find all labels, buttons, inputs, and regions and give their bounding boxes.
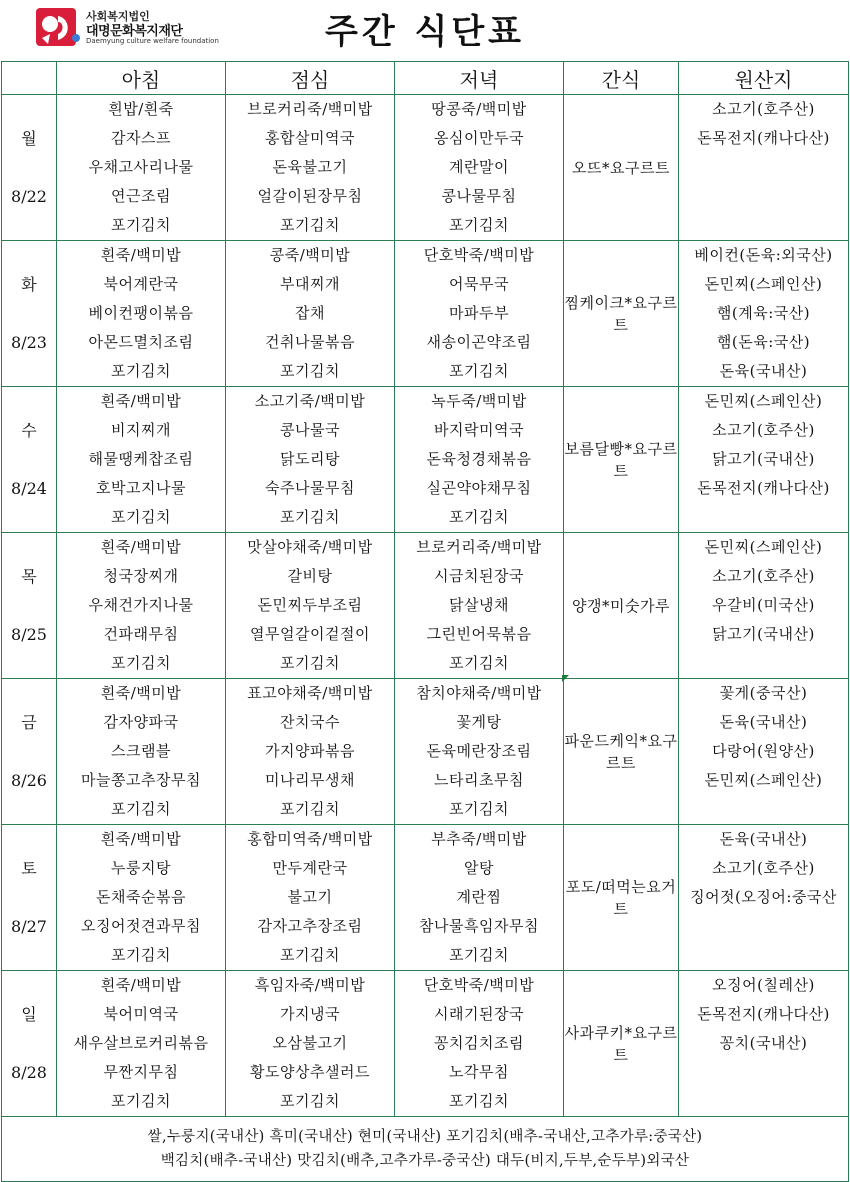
dinner-item: 포기김치 (449, 216, 509, 234)
lunch-item: 돈민찌두부조림 (257, 596, 363, 614)
logo-text-english: Daemyung culture welfare foundation (86, 37, 219, 45)
breakfast-item: 포기김치 (111, 800, 171, 818)
origin-item: 돈목전지(캐나다산) (697, 479, 830, 497)
day-date: 8/28 (11, 1063, 47, 1082)
breakfast-item: 베이컨팽이볶음 (88, 304, 194, 322)
day-date: 8/27 (11, 917, 47, 936)
dinner-item: 땅콩죽/백미밥 (431, 100, 527, 118)
day-name: 목 (21, 567, 37, 586)
day-row (2, 679, 849, 825)
lunch-item: 돈육불고기 (272, 158, 348, 176)
lunch-item: 불고기 (287, 888, 333, 906)
origin-item: 베이컨(돈육:외국산) (694, 246, 833, 264)
day-row (2, 971, 849, 1117)
logo-text-name: 대명문화복지재단 (86, 24, 183, 39)
snack-cell: 오뜨*요구르트 (564, 95, 679, 241)
footer-row (2, 1117, 849, 1182)
day-date: 8/26 (11, 771, 47, 790)
origin-item: 다랑어(원양산) (712, 742, 815, 760)
origin-item: 닭고기(국내산) (712, 450, 815, 468)
origin-cell (679, 679, 849, 825)
day-date: 8/25 (11, 625, 47, 644)
header-cell-blank (2, 62, 57, 95)
dinner-item: 꽁치김치조림 (434, 1034, 524, 1052)
origin-footnote-line: 백김치(배추-국내산) 맛김치(배추,고추가루-중국산) 대두(비지,두부,순두부)외국산 (160, 1153, 690, 1169)
breakfast-item: 마늘쫑고추장무침 (81, 771, 201, 789)
lunch-item: 닭도리탕 (280, 450, 340, 468)
day-cell (2, 241, 57, 387)
breakfast-item: 포기김치 (111, 508, 171, 526)
origin-item: 우갈비(미국산) (712, 596, 815, 614)
origin-item: 돈육(국내산) (719, 362, 808, 380)
dinner-item: 포기김치 (449, 800, 509, 818)
dinner-cell (395, 95, 564, 241)
breakfast-item: 해물땡케찹조림 (88, 450, 194, 468)
breakfast-item: 북어미역국 (103, 1005, 179, 1023)
breakfast-item: 감자양파국 (103, 713, 179, 731)
header-cell-origin: 원산지 (679, 62, 849, 95)
breakfast-cell (57, 971, 226, 1117)
day-cell (2, 679, 57, 825)
dinner-item: 포기김치 (449, 1092, 509, 1110)
header-cell-dinner: 저녁 (395, 62, 564, 95)
dinner-cell (395, 387, 564, 533)
dinner-item: 단호박죽/백미밥 (423, 246, 535, 264)
lunch-item: 미나리무생채 (265, 771, 355, 789)
dinner-cell (395, 533, 564, 679)
dinner-item: 부추죽/백미밥 (431, 830, 527, 848)
dinner-item: 계란말이 (449, 158, 509, 176)
dinner-item: 알탕 (464, 859, 494, 877)
lunch-item: 갈비탕 (287, 567, 333, 585)
breakfast-item: 무짠지무침 (103, 1063, 179, 1081)
lunch-item: 브로커리죽/백미밥 (247, 100, 373, 118)
dinner-item: 브로커리죽/백미밥 (416, 538, 542, 556)
lunch-item: 가지냉국 (280, 1005, 340, 1023)
dinner-item: 느타리초무침 (434, 771, 524, 789)
origin-cell (679, 387, 849, 533)
breakfast-item: 북어계란국 (103, 275, 179, 293)
breakfast-item: 포기김치 (111, 946, 171, 964)
lunch-item: 숙주나물무침 (265, 479, 355, 497)
lunch-cell (226, 95, 395, 241)
origin-item: 돈민찌(스페인산) (704, 771, 823, 789)
lunch-item: 포기김치 (280, 362, 340, 380)
dinner-item: 그린빈어묵볶음 (426, 625, 532, 643)
breakfast-item: 흰죽/백미밥 (100, 830, 182, 848)
origin-item: 소고기(호주산) (712, 567, 815, 585)
lunch-item: 홍합살미역국 (265, 129, 355, 147)
origin-cell (679, 825, 849, 971)
dinner-item: 마파두부 (449, 304, 509, 322)
dinner-item: 닭살냉채 (449, 596, 509, 614)
origin-item: 햄(계육:국산) (716, 304, 811, 322)
lunch-item: 가지양파볶음 (265, 742, 355, 760)
dinner-item: 단호박죽/백미밥 (423, 976, 535, 994)
dinner-cell (395, 971, 564, 1117)
page-title: 주간 식단표 (324, 12, 526, 52)
origin-item: 돈육(국내산) (719, 713, 808, 731)
day-name: 수 (21, 421, 37, 440)
origin-item: 꽁치(국내산) (719, 1034, 808, 1052)
breakfast-item: 건파래무침 (103, 625, 179, 643)
origin-item: 돈민찌(스페인산) (704, 275, 823, 293)
dinner-item: 계란찜 (456, 888, 502, 906)
lunch-item: 감자고추장조림 (257, 917, 363, 935)
breakfast-item: 흰죽/백미밥 (100, 684, 182, 702)
breakfast-item: 우채고사리나물 (88, 158, 194, 176)
lunch-item: 포기김치 (280, 508, 340, 526)
lunch-item: 포기김치 (280, 216, 340, 234)
header-row (2, 62, 849, 95)
dinner-item: 새송이곤약조림 (426, 333, 532, 351)
dinner-cell (395, 825, 564, 971)
lunch-item: 잡채 (295, 304, 325, 322)
header-cell-breakfast: 아침 (57, 62, 226, 95)
snack-cell: 찜케이크*요구르트 (564, 241, 679, 387)
origin-item: 소고기(호주산) (712, 100, 815, 118)
origin-item: 소고기(호주산) (712, 421, 815, 439)
dinner-item: 시금치된장국 (434, 567, 524, 585)
lunch-item: 포기김치 (280, 946, 340, 964)
dinner-item: 참치야채죽/백미밥 (416, 684, 542, 702)
day-name: 화 (21, 275, 37, 294)
lunch-cell (226, 825, 395, 971)
day-cell (2, 95, 57, 241)
header-cell-lunch: 점심 (226, 62, 395, 95)
origin-item: 꽃게(중국산) (719, 684, 808, 702)
day-name: 금 (21, 713, 37, 732)
weekly-menu-table (1, 61, 849, 1182)
lunch-item: 열무얼갈이겉절이 (250, 625, 370, 643)
breakfast-item: 오징어젓견과무침 (81, 917, 201, 935)
breakfast-item: 흰죽/백미밥 (100, 976, 182, 994)
day-cell (2, 533, 57, 679)
breakfast-item: 돈채죽순볶음 (96, 888, 186, 906)
dinner-item: 어묵무국 (449, 275, 509, 293)
snack-cell: 보름달빵*요구르트 (564, 387, 679, 533)
dinner-item: 돈육메란장조림 (426, 742, 532, 760)
lunch-cell (226, 971, 395, 1117)
breakfast-item: 누룽지탕 (111, 859, 171, 877)
dinner-item: 돈육청경채볶음 (426, 450, 532, 468)
day-date: 8/22 (11, 187, 47, 206)
origin-item: 돈민찌(스페인산) (704, 392, 823, 410)
dinner-item: 포기김치 (449, 654, 509, 672)
day-row (2, 825, 849, 971)
origin-item: 닭고기(국내산) (712, 625, 815, 643)
breakfast-item: 호박고지나물 (96, 479, 186, 497)
dinner-item: 바지락미역국 (434, 421, 524, 439)
lunch-item: 포기김치 (280, 654, 340, 672)
breakfast-cell (57, 825, 226, 971)
lunch-item: 표고야채죽/백미밥 (247, 684, 373, 702)
lunch-item: 홍합미역죽/백미밥 (247, 830, 373, 848)
day-name: 월 (21, 129, 37, 148)
breakfast-item: 비지찌개 (111, 421, 171, 439)
breakfast-item: 포기김치 (111, 216, 171, 234)
day-row (2, 533, 849, 679)
dinner-cell (395, 679, 564, 825)
lunch-item: 잔치국수 (280, 713, 340, 731)
origin-item: 돈목전지(캐나다산) (697, 1005, 830, 1023)
lunch-cell (226, 679, 395, 825)
breakfast-item: 감자스프 (111, 129, 171, 147)
breakfast-cell (57, 95, 226, 241)
origin-item: 햄(돈육:국산) (716, 333, 811, 351)
lunch-item: 맛살야채죽/백미밥 (247, 538, 373, 556)
origin-cell (679, 241, 849, 387)
origin-item: 징어젓(오징어:중국산 (690, 888, 837, 906)
breakfast-item: 우채건가지나물 (88, 596, 194, 614)
dinner-cell (395, 241, 564, 387)
lunch-item: 소고기죽/백미밥 (254, 392, 366, 410)
breakfast-item: 새우살브로커리볶음 (73, 1034, 209, 1052)
breakfast-item: 포기김치 (111, 1092, 171, 1110)
logo-text-type: 사회복지법인 (86, 10, 150, 23)
day-date: 8/23 (11, 333, 47, 352)
dinner-item: 꽃게탕 (456, 713, 502, 731)
snack-cell: 파운드케익*요구르트 (564, 679, 679, 825)
lunch-item: 콩죽/백미밥 (269, 246, 351, 264)
origin-item: 돈민찌(스페인산) (704, 538, 823, 556)
breakfast-cell (57, 533, 226, 679)
lunch-item: 포기김치 (280, 1092, 340, 1110)
origin-footnote (2, 1117, 849, 1182)
dinner-item: 포기김치 (449, 362, 509, 380)
header-cell-snack: 간식 (564, 62, 679, 95)
origin-item: 오징어(칠레산) (712, 976, 815, 994)
origin-cell (679, 95, 849, 241)
breakfast-item: 포기김치 (111, 654, 171, 672)
day-name: 일 (21, 1005, 37, 1024)
origin-footnote-line: 쌀,누룽지(국내산) 흑미(국내산) 현미(국내산) 포기김치(배추-국내산,고추가루:중국산) (147, 1129, 703, 1145)
day-cell (2, 387, 57, 533)
cell-comment-marker (562, 675, 569, 682)
origin-item: 돈목전지(캐나다산) (697, 129, 830, 147)
dinner-item: 노각무침 (449, 1063, 509, 1081)
lunch-item: 건취나물볶음 (265, 333, 355, 351)
snack-cell: 포도/떠먹는요거트 (564, 825, 679, 971)
day-row (2, 95, 849, 241)
lunch-cell (226, 241, 395, 387)
lunch-item: 얼갈이된장무침 (257, 187, 363, 205)
dinner-item: 참나물흑임자무침 (419, 917, 539, 935)
breakfast-item: 흰죽/백미밥 (100, 538, 182, 556)
lunch-item: 포기김치 (280, 800, 340, 818)
breakfast-item: 포기김치 (111, 362, 171, 380)
snack-cell: 양갱*미숫가루 (564, 533, 679, 679)
breakfast-item: 연근조림 (111, 187, 171, 205)
breakfast-item: 흰밥/흰죽 (108, 100, 174, 118)
day-row (2, 241, 849, 387)
breakfast-item: 흰죽/백미밥 (100, 246, 182, 264)
day-cell (2, 971, 57, 1117)
dinner-item: 실곤약야채무침 (426, 479, 532, 497)
breakfast-item: 스크램블 (111, 742, 171, 760)
breakfast-cell (57, 387, 226, 533)
day-row (2, 387, 849, 533)
day-date: 8/24 (11, 479, 47, 498)
lunch-cell (226, 387, 395, 533)
dinner-item: 콩나물무침 (441, 187, 517, 205)
origin-cell (679, 971, 849, 1117)
breakfast-item: 흰죽/백미밥 (100, 392, 182, 410)
breakfast-item: 아몬드멸치조림 (88, 333, 194, 351)
dinner-item: 옹심이만두국 (434, 129, 524, 147)
lunch-item: 부대찌개 (280, 275, 340, 293)
dinner-item: 시래기된장국 (434, 1005, 524, 1023)
origin-cell (679, 533, 849, 679)
dinner-item: 포기김치 (449, 946, 509, 964)
dinner-item: 포기김치 (449, 508, 509, 526)
lunch-item: 콩나물국 (280, 421, 340, 439)
dinner-item: 녹두죽/백미밥 (431, 392, 527, 410)
origin-item: 돈육(국내산) (719, 830, 808, 848)
breakfast-cell (57, 679, 226, 825)
lunch-item: 흑임자죽/백미밥 (254, 976, 366, 994)
day-cell (2, 825, 57, 971)
lunch-cell (226, 533, 395, 679)
origin-item: 소고기(호주산) (712, 859, 815, 877)
lunch-item: 오삼불고기 (272, 1034, 348, 1052)
lunch-item: 황도양상추샐러드 (250, 1063, 370, 1081)
snack-cell: 사과쿠키*요구르트 (564, 971, 679, 1117)
lunch-item: 만두계란국 (272, 859, 348, 877)
day-name: 토 (21, 859, 37, 878)
breakfast-item: 청국장찌개 (103, 567, 179, 585)
breakfast-cell (57, 241, 226, 387)
